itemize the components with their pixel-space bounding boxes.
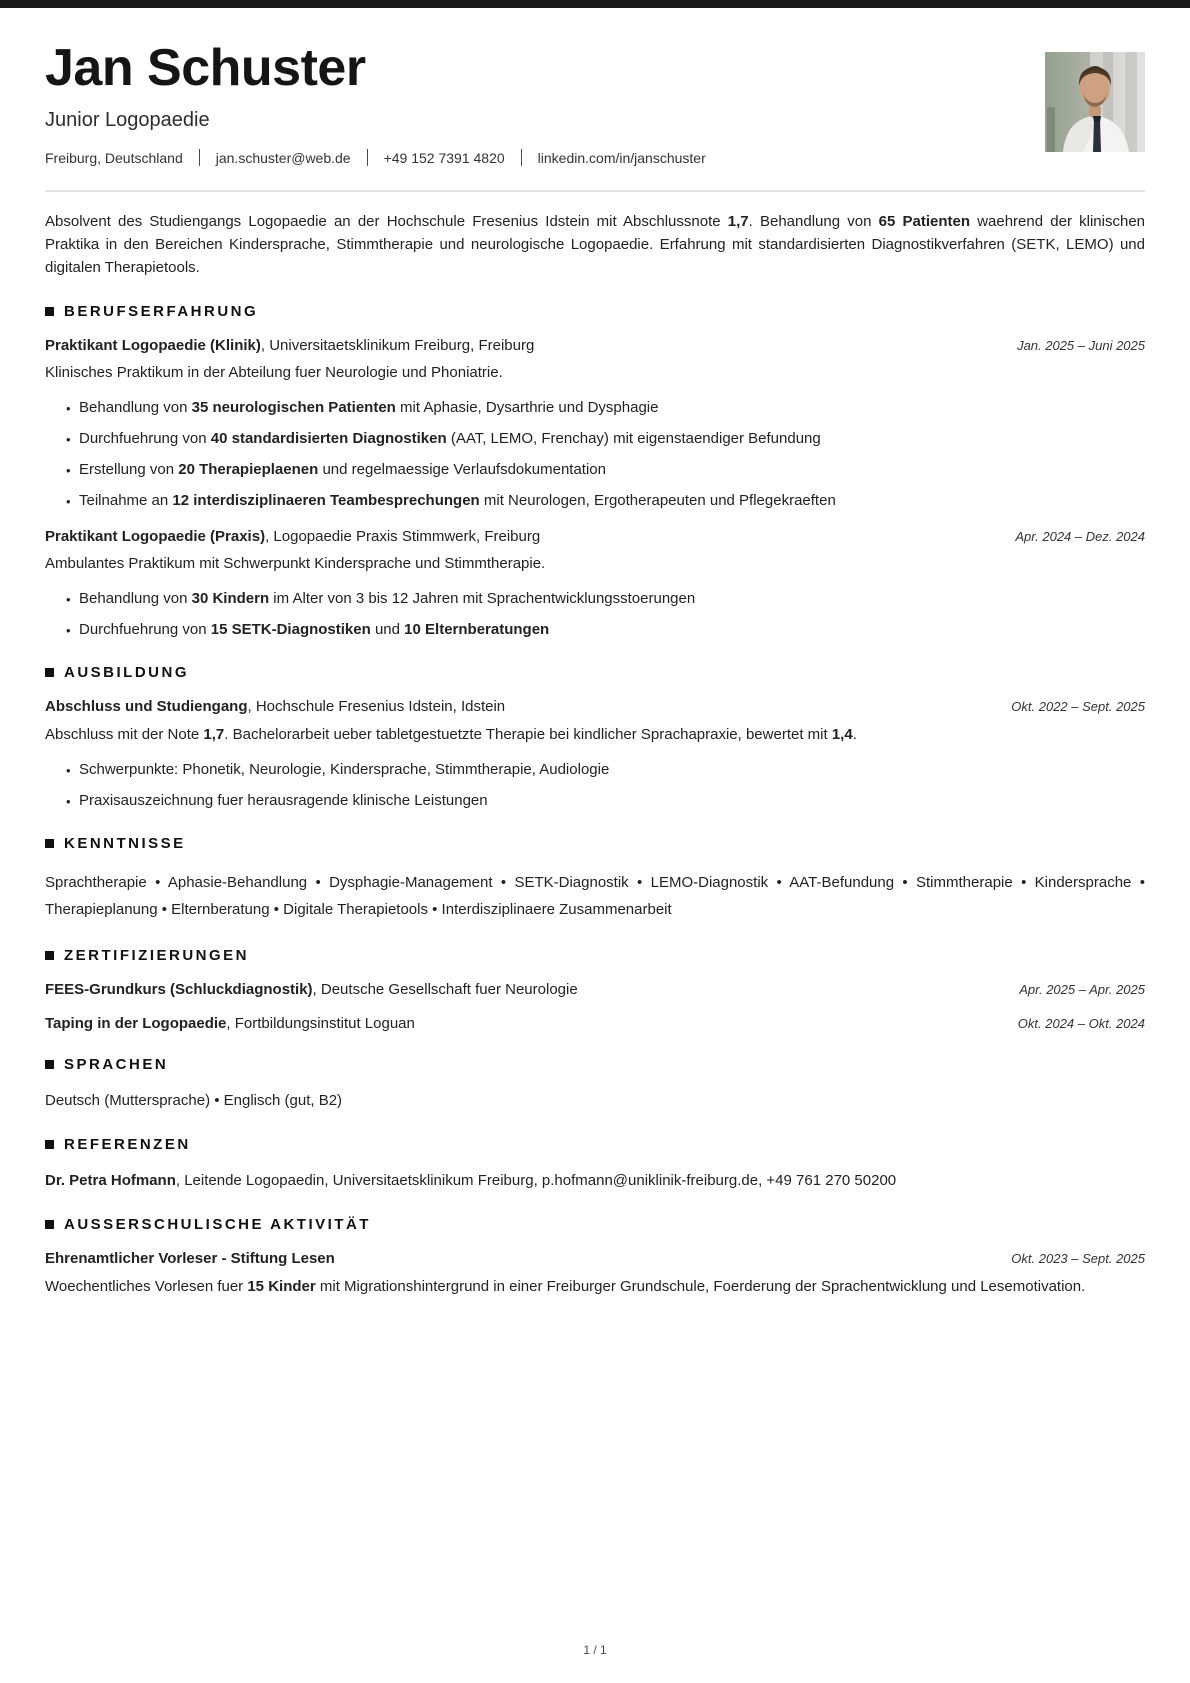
section-heading-label: AUSBILDUNG xyxy=(64,664,189,681)
profile-photo-image xyxy=(1045,52,1145,152)
education-title-row xyxy=(45,698,1145,715)
job-bullet: • Teilnahme an 12 interdisziplinaeren Teambesprechungen mit Neurologen, Ergotherapeuten und Pflegekraeften xyxy=(66,490,1145,511)
job-bullet-list xyxy=(45,588,1145,640)
education-bullet: • Schwerpunkte: Phonetik, Neurologie, Kindersprache, Stimmtherapie, Audiologie xyxy=(66,759,1145,780)
activity-dates: Okt. 2023 – Sept. 2025 xyxy=(1011,1251,1145,1266)
section-languages xyxy=(45,1056,1145,1112)
candidate-title: Junior Logopaedie xyxy=(45,109,210,131)
languages-list: Deutsch (Muttersprache) • Englisch (gut, B2) xyxy=(45,1092,343,1109)
section-heading xyxy=(45,1216,1145,1233)
job-entry xyxy=(45,337,1145,511)
section-marker-icon xyxy=(45,1140,54,1149)
header-divider xyxy=(45,190,1145,192)
job-bullet: • Durchfuehrung von 15 SETK-Diagnostiken und 10 Elternberatungen xyxy=(66,619,1145,640)
header xyxy=(45,39,1145,166)
contact-row xyxy=(45,149,1145,166)
section-heading-label: SPRACHEN xyxy=(64,1056,169,1073)
summary-paragraph: Absolvent des Studiengangs Logopaedie an der Hochschule Fresenius Idstein mit Abschlussnote 1,7. Behandlung von 65 Patienten waehrend der klinischen Praktika in den Bereichen Kindersprache, Stimmtherapie und neurologische Logopaedie. Erfahrung mit standardisierten Diagnostikverfahren (SETK, LEMO) und digitalen Therapietools. xyxy=(45,213,1145,276)
section-skills xyxy=(45,835,1145,923)
section-heading xyxy=(45,947,1145,964)
certification-title-row xyxy=(45,981,1145,998)
certification-title: FEES-Grundkurs (Schluckdiagnostik), Deutsche Gesellschaft fuer Neurologie xyxy=(45,981,578,998)
section-heading-label: KENNTNISSE xyxy=(64,835,186,852)
profile-photo xyxy=(1045,52,1145,152)
section-references xyxy=(45,1136,1145,1192)
certification-title: Taping in der Logopaedie, Fortbildungsinstitut Loguan xyxy=(45,1015,415,1032)
section-heading xyxy=(45,1056,1145,1073)
education-dates: Okt. 2022 – Sept. 2025 xyxy=(1011,699,1145,714)
section-heading xyxy=(45,1136,1145,1153)
resume-content xyxy=(0,8,1190,1298)
job-title-row xyxy=(45,528,1145,545)
certification-dates: Apr. 2025 – Apr. 2025 xyxy=(1019,982,1145,997)
section-education xyxy=(45,664,1145,811)
section-certifications xyxy=(45,947,1145,1032)
job-bullet: • Behandlung von 35 neurologischen Patienten mit Aphasie, Dysarthrie und Dysphagie xyxy=(66,397,1145,418)
job-subtitle: Ambulantes Praktikum mit Schwerpunkt Kindersprache und Stimmtherapie. xyxy=(45,555,546,572)
education-bullet: • Praxisauszeichnung fuer herausragende klinische Leistungen xyxy=(66,790,1145,811)
contact-separator xyxy=(199,149,200,166)
job-bullet: • Erstellung von 20 Therapieplaenen und regelmaessige Verlaufsdokumentation xyxy=(66,459,1145,480)
section-heading-label: AUSSERSCHULISCHE AKTIVITÄT xyxy=(64,1216,371,1233)
job-subtitle: Klinisches Praktikum in der Abteilung fuer Neurologie und Phoniatrie. xyxy=(45,364,503,381)
job-bullet: • Durchfuehrung von 40 standardisierten Diagnostiken (AAT, LEMO, Frenchay) mit eigenstaendiger Befundung xyxy=(66,428,1145,449)
education-title: Abschluss und Studiengang, Hochschule Fresenius Idstein, Idstein xyxy=(45,698,506,715)
activity-entry xyxy=(45,1250,1145,1298)
contact-separator xyxy=(521,149,522,166)
contact-phone: +49 152 7391 4820 xyxy=(383,149,505,166)
contact-separator xyxy=(367,149,368,166)
section-marker-icon xyxy=(45,668,54,677)
education-entry xyxy=(45,698,1145,811)
section-heading-label: ZERTIFIZIERUNGEN xyxy=(64,947,249,964)
contact-location: Freiburg, Deutschland xyxy=(45,149,183,166)
contact-email: jan.schuster@web.de xyxy=(215,149,351,166)
section-heading xyxy=(45,835,1145,852)
activity-title-row xyxy=(45,1250,1145,1267)
job-title: Praktikant Logopaedie (Klinik), Universitaetsklinikum Freiburg, Freiburg xyxy=(45,337,535,354)
page-number: 1 / 1 xyxy=(583,1643,607,1657)
job-bullet: • Behandlung von 30 Kindern im Alter von 3 bis 12 Jahren mit Sprachentwicklungsstoerungen xyxy=(66,588,1145,609)
candidate-name: Jan Schuster xyxy=(45,39,366,97)
contact-linkedin: linkedin.com/in/janschuster xyxy=(537,149,706,166)
job-entry xyxy=(45,528,1145,640)
section-heading-label: BERUFSERFAHRUNG xyxy=(64,303,259,320)
section-marker-icon xyxy=(45,1220,54,1229)
job-title-row xyxy=(45,337,1145,354)
section-marker-icon xyxy=(45,307,54,316)
activity-description: Woechentliches Vorlesen fuer 15 Kinder mit Migrationshintergrund in einer Freiburger Grundschule, Foerderung der Sprachentwicklung und Lesemotivation. xyxy=(45,1278,1086,1295)
section-marker-icon xyxy=(45,951,54,960)
education-description: Abschluss mit der Note 1,7. Bachelorarbeit ueber tabletgestuetzte Therapie bei kindlicher Sprachapraxie, bewertet mit 1,4. xyxy=(45,726,857,743)
job-title: Praktikant Logopaedie (Praxis), Logopaedie Praxis Stimmwerk, Freiburg xyxy=(45,528,541,545)
section-heading-label: REFERENZEN xyxy=(64,1136,191,1153)
certification-entry xyxy=(45,981,1145,998)
section-heading xyxy=(45,303,1145,320)
certification-entry xyxy=(45,1015,1145,1032)
certification-dates: Okt. 2024 – Okt. 2024 xyxy=(1017,1016,1145,1031)
section-heading xyxy=(45,664,1145,681)
section-marker-icon xyxy=(45,839,54,848)
reference-line: Dr. Petra Hofmann, Leitende Logopaedin, Universitaetsklinikum Freiburg, p.hofmann@uniklinik-freiburg.de, +49 761 270 50200 xyxy=(45,1172,897,1189)
section-experience xyxy=(45,303,1145,640)
top-accent-bar xyxy=(0,0,1190,8)
education-bullet-list xyxy=(45,759,1145,811)
activity-title: Ehrenamtlicher Vorleser - Stiftung Lesen xyxy=(45,1250,335,1267)
certification-title-row xyxy=(45,1015,1145,1032)
section-activities xyxy=(45,1216,1145,1298)
section-marker-icon xyxy=(45,1060,54,1069)
job-bullet-list xyxy=(45,397,1145,511)
skills-list: Sprachtherapie • Aphasie-Behandlung • Dysphagie-Management • SETK-Diagnostik • LEMO-Diagnostik • AAT-Befundung • Stimmtherapie • Kindersprache • Therapieplanung • Elternberatung • Digitale Therapietools • Interdisziplinaere Zusammenarbeit xyxy=(45,874,1145,918)
job-dates: Jan. 2025 – Juni 2025 xyxy=(1017,338,1145,353)
job-dates: Apr. 2024 – Dez. 2024 xyxy=(1015,529,1145,544)
